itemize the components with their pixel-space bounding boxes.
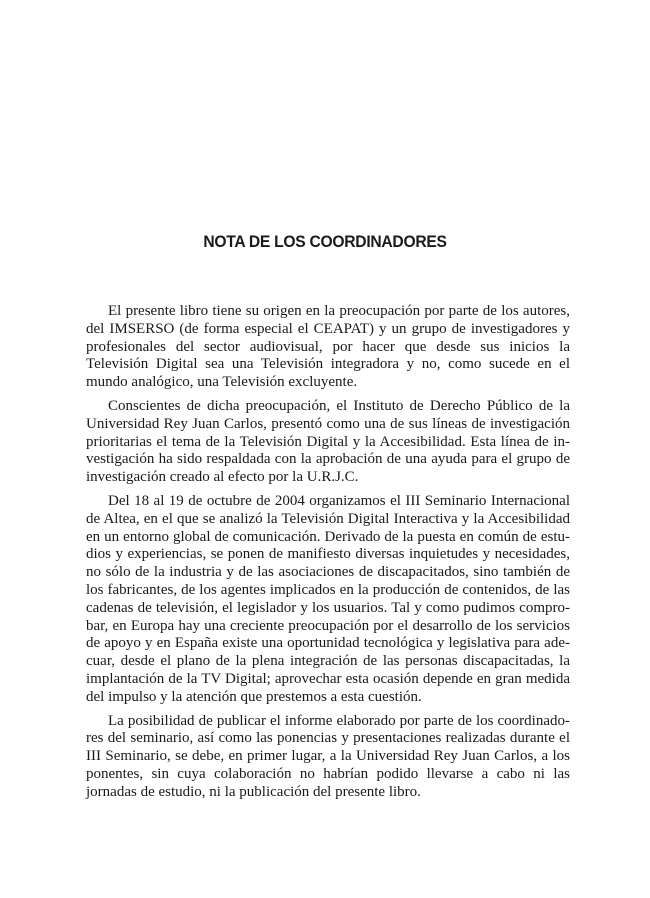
paragraph-4: La posibilidad de publicar el informe elaborado por parte de los coordinadores del seminario, así como las ponencias y presentaciones realizadas durante el III Seminario, se debe, en primer lugar, a la Universidad Rey Juan Carlos, a los ponentes, sin cuya colaboración no habrían podido llevarse a cabo ni las jornadas de estudio, ni la publicación del presente libro. xyxy=(86,712,570,800)
paragraph-2: Conscientes de dicha preocupación, el Instituto de Derecho Público de la Universidad Rey Juan Carlos, presentó como una de sus líneas de investigación prioritarias el tema de la Televisión Digital y la Accesibilidad. Esta línea de investigación ha sido respaldada con la aprobación de una ayuda para el grupo de investigación creado al efecto por la U.R.J.C. xyxy=(86,397,570,486)
paragraph-1: El presente libro tiene su origen en la preocupación por parte de los autores, del IMSERSO (de forma especial el CEAPAT) y un grupo de investigadores y profesionales del sector audiovisual, por hacer que desde sus inicios la Televisión Digital sea una Televisión integradora y no, como sucede en el mundo analógico, una Televisión excluyente. xyxy=(86,303,570,391)
paragraph-3: Del 18 al 19 de octubre de 2004 organizamos el III Seminario Internacional de Altea, en el que se analizó la Televisión Digital Interactiva y la Accesibilidad en un entorno global de comunicación. Derivado de la puesta en común de estudios y experiencias, se ponen de manifiesto diversas inquietudes y necesidades, no sólo de la industria y de las asociaciones de discapacitados, sino también de los fabricantes, de los agentes implicados en la producción de contenidos, de las cadenas de televisión, el legislador y los usuarios. Tal y como pudimos comprobar, en Europa hay una creciente preocupación por el desarrollo de los servicios de apoyo y en España existe una oportunidad tecnológica y legislativa para adecuar, desde el plano de la plena integración de las personas discapacitadas, la implantación de la TV Digital; aprovechar esta ocasión depende en gran medida del impulso y la atención que prestemos a esta cuestión. xyxy=(86,492,570,705)
page-title: NOTA DE LOS COORDINADORES xyxy=(203,232,447,251)
body-text xyxy=(86,303,570,808)
